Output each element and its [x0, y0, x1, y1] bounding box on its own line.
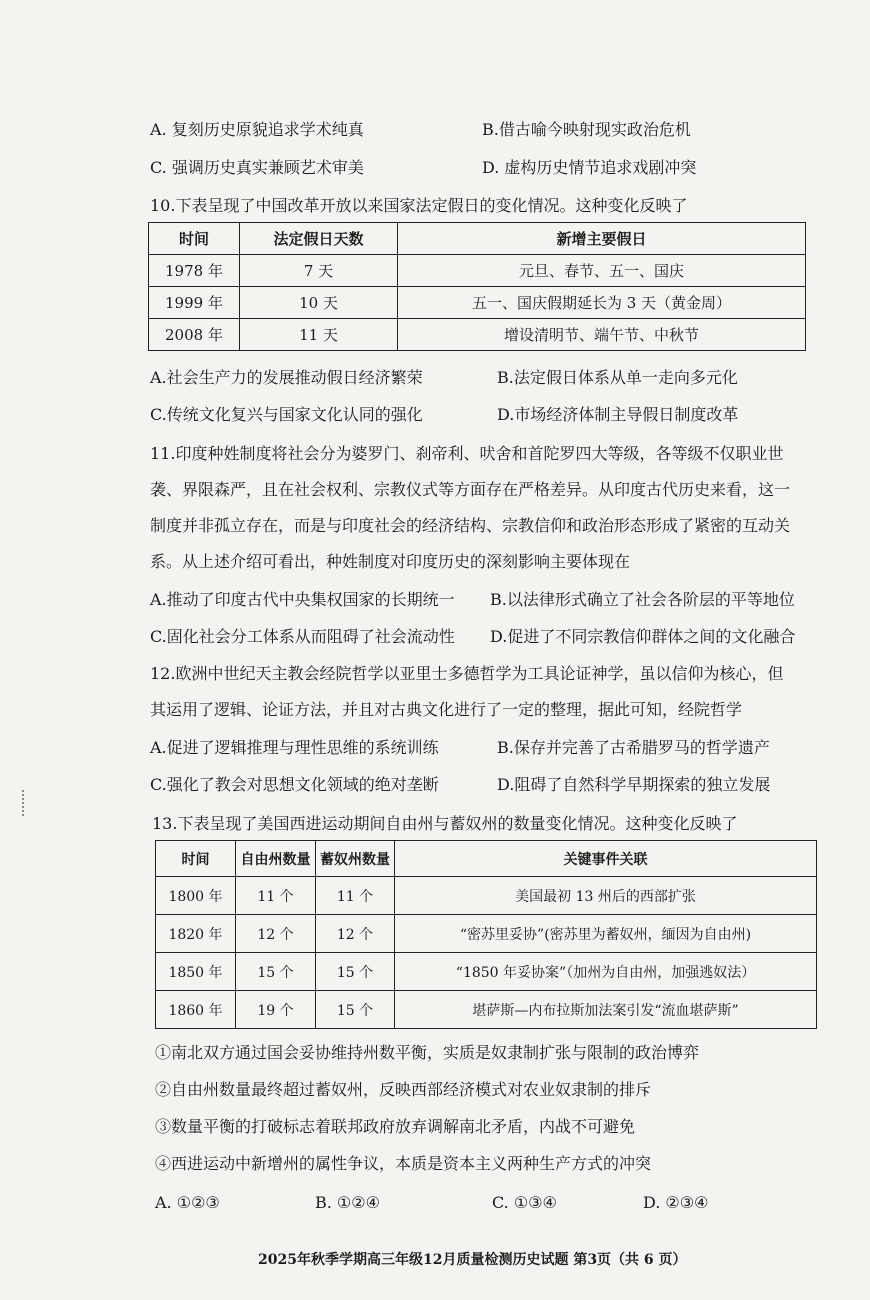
q9-option-a: A. 复刻历史原貌追求学术纯真 — [150, 120, 364, 139]
q10-stem: 10.下表呈现了中国改革开放以来国家法定假日的变化情况。这种变化反映了 — [150, 196, 688, 215]
q13-option-a: A. ①②③ — [155, 1193, 220, 1212]
q11-option-b: B.以法律形式确立了社会各阶层的平等地位 — [490, 590, 795, 609]
q13-table — [155, 840, 817, 1029]
table-cell: 15 个 — [316, 991, 395, 1029]
q13-header-free: 自由州数量 — [236, 841, 316, 877]
table-cell: 11 天 — [240, 319, 398, 351]
table-cell: 1860 年 — [156, 991, 236, 1029]
margin-speck — [22, 790, 26, 816]
q11-option-d: D.促进了不同宗教信仰群体之间的文化融合 — [490, 627, 796, 646]
q13-header-time: 时间 — [156, 841, 236, 877]
q11-line: 系。从上述介绍可看出，种姓制度对印度历史的深刻影响主要体现在 — [150, 552, 631, 571]
table-cell: 美国最初 13 州后的西部扩张 — [395, 877, 817, 915]
q13-statement: ③数量平衡的打破标志着联邦政府放弃调解南北矛盾，内战不可避免 — [155, 1117, 636, 1136]
q9-option-d: D. 虚构历史情节追求戏剧冲突 — [482, 158, 697, 177]
q12-line: 12.欧洲中世纪天主教会经院哲学以亚里士多德哲学为工具论证神学，虽以信仰为核心，但 — [150, 664, 784, 683]
table-cell: 15 个 — [236, 953, 316, 991]
q13-header-event: 关键事件关联 — [395, 841, 817, 877]
table-cell: 堪萨斯—内布拉斯加法案引发“流血堪萨斯” — [395, 991, 817, 1029]
q13-statement: ①南北双方通过国会妥协维持州数平衡，实质是奴隶制扩张与限制的政治博弈 — [155, 1043, 700, 1062]
table-cell: 元旦、春节、五一、国庆 — [398, 255, 806, 287]
table-cell: 15 个 — [316, 953, 395, 991]
q10-header-days: 法定假日天数 — [240, 223, 398, 255]
q10-option-b: B.法定假日体系从单一走向多元化 — [497, 368, 738, 387]
q13-option-c: C. ①③④ — [492, 1193, 557, 1212]
table-cell: 12 个 — [236, 915, 316, 953]
table-cell: 1850 年 — [156, 953, 236, 991]
q13-statement: ④西进运动中新增州的属性争议，本质是资本主义两种生产方式的冲突 — [155, 1154, 652, 1173]
table-cell: 12 个 — [316, 915, 395, 953]
table-cell: 11 个 — [236, 877, 316, 915]
q12-line: 其运用了逻辑、论证方法，并且对古典文化进行了一定的整理，据此可知，经院哲学 — [150, 700, 743, 719]
q10-option-d: D.市场经济体制主导假日制度改革 — [497, 405, 739, 424]
table-cell: 19 个 — [236, 991, 316, 1029]
q12-option-a: A.促进了逻辑推理与理性思维的系统训练 — [150, 738, 439, 757]
q10-header-holidays: 新增主要假日 — [398, 223, 806, 255]
table-cell: 1820 年 — [156, 915, 236, 953]
q11-option-c: C.固化社会分工体系从而阻碍了社会流动性 — [150, 627, 455, 646]
table-cell: 2008 年 — [149, 319, 240, 351]
table-cell: “密苏里妥协”(密苏里为蓄奴州，缅因为自由州) — [395, 915, 817, 953]
q13-statement: ②自由州数量最终超过蓄奴州，反映西部经济模式对农业奴隶制的排斥 — [155, 1080, 652, 1099]
q10-header-time: 时间 — [149, 223, 240, 255]
q13-option-b: B. ①②④ — [315, 1193, 380, 1212]
table-cell: 1978 年 — [149, 255, 240, 287]
table-cell: 10 天 — [240, 287, 398, 319]
q11-line: 袭、界限森严，且在社会权利、宗教仪式等方面存在严格差异。从印度古代历史来看，这一 — [150, 480, 791, 499]
q9-option-b: B.借古喻今映射现实政治危机 — [482, 120, 691, 139]
table-cell: “1850 年妥协案”（加州为自由州，加强逃奴法） — [395, 953, 817, 991]
q11-line: 11.印度种姓制度将社会分为婆罗门、刹帝利、吠舍和首陀罗四大等级，各等级不仅职业世 — [150, 444, 784, 463]
q9-option-c: C. 强调历史真实兼顾艺术审美 — [150, 158, 364, 177]
table-cell: 1800 年 — [156, 877, 236, 915]
q12-option-b: B.保存并完善了古希腊罗马的哲学遗产 — [497, 738, 770, 757]
q11-line: 制度并非孤立存在，而是与印度社会的经济结构、宗教信仰和政治形态形成了紧密的互动关 — [150, 516, 791, 535]
q12-option-d: D.阻碍了自然科学早期探索的独立发展 — [497, 775, 771, 794]
table-cell: 1999 年 — [149, 287, 240, 319]
q13-stem: 13.下表呈现了美国西进运动期间自由州与蓄奴州的数量变化情况。这种变化反映了 — [152, 814, 738, 833]
q13-header-slave: 蓄奴州数量 — [316, 841, 395, 877]
q12-option-c: C.强化了教会对思想文化领域的绝对垄断 — [150, 775, 439, 794]
q10-option-a: A.社会生产力的发展推动假日经济繁荣 — [150, 368, 423, 387]
table-cell: 7 天 — [240, 255, 398, 287]
q11-option-a: A.推动了印度古代中央集权国家的长期统一 — [150, 590, 455, 609]
page-footer: 2025年秋季学期高三年级12月质量检测历史试题 第3页（共 6 页） — [258, 1252, 687, 1268]
table-cell: 增设清明节、端午节、中秋节 — [398, 319, 806, 351]
table-cell: 五一、国庆假期延长为 3 天（黄金周） — [398, 287, 806, 319]
table-cell: 11 个 — [316, 877, 395, 915]
q10-option-c: C.传统文化复兴与国家文化认同的强化 — [150, 405, 423, 424]
q10-table — [148, 222, 806, 351]
q13-option-d: D. ②③④ — [643, 1193, 709, 1212]
